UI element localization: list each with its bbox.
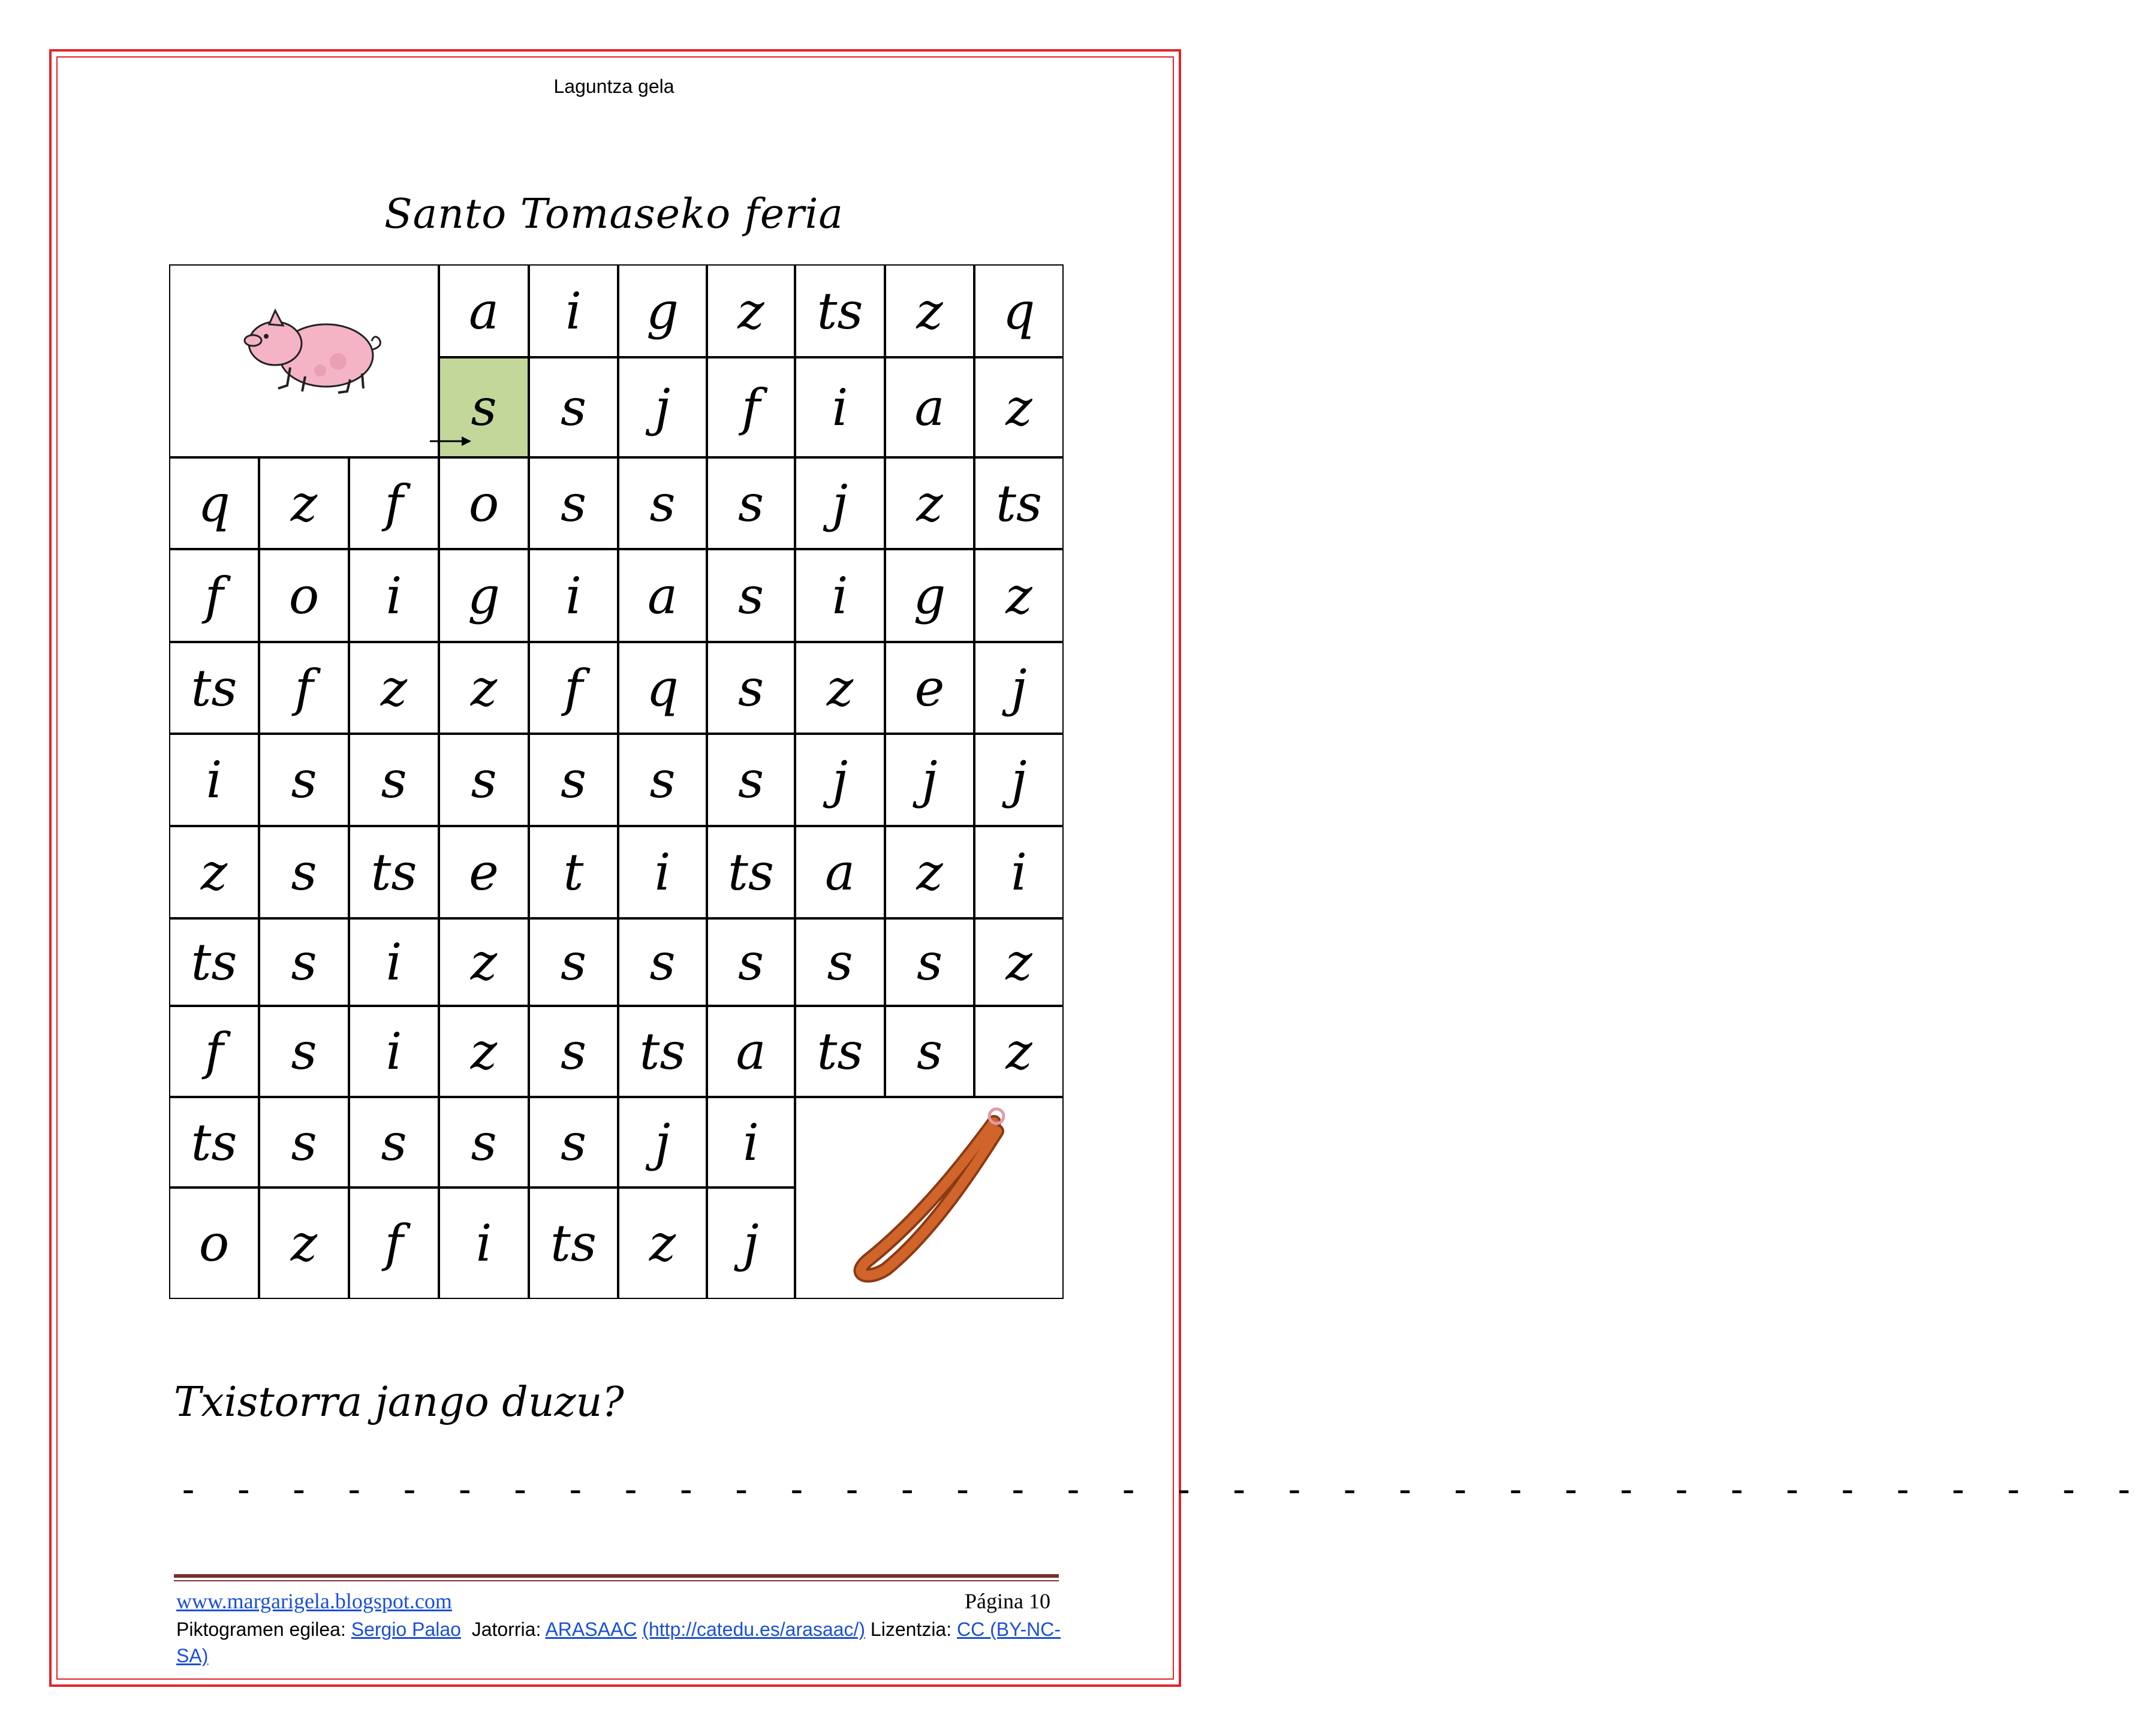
letter-cell: z bbox=[259, 457, 349, 549]
letter-cell: g bbox=[885, 549, 974, 642]
start-arrow-icon bbox=[427, 432, 475, 450]
letter-cell: i bbox=[349, 918, 439, 1006]
page-number: Página 10 bbox=[965, 1589, 1050, 1613]
letter-cell: j bbox=[974, 642, 1064, 734]
letter-cell: f bbox=[707, 357, 795, 457]
letter-cell: e bbox=[439, 826, 529, 918]
letter-cell: s bbox=[259, 918, 349, 1006]
letter-cell: s bbox=[529, 734, 618, 826]
page-title: Santo Tomaseko feria bbox=[384, 191, 844, 238]
letter-cell: ts bbox=[707, 826, 795, 918]
letter-cell: s bbox=[885, 918, 974, 1006]
letter-cell: z bbox=[885, 826, 974, 918]
letter-cell: i bbox=[529, 264, 618, 357]
letter-cell: f bbox=[349, 1188, 439, 1299]
letter-cell: s bbox=[529, 357, 618, 457]
letter-cell: z bbox=[974, 549, 1064, 642]
letter-cell: ts bbox=[974, 457, 1064, 549]
letter-maze-grid bbox=[169, 264, 1064, 1299]
letter-cell: q bbox=[169, 457, 259, 549]
letter-cell: e bbox=[885, 642, 974, 734]
author-link[interactable]: Sergio Palao bbox=[351, 1619, 461, 1640]
letter-cell: s bbox=[349, 734, 439, 826]
letter-cell: z bbox=[349, 642, 439, 734]
letter-cell: i bbox=[795, 357, 885, 457]
letter-cell: ts bbox=[529, 1188, 618, 1299]
letter-cell: g bbox=[618, 264, 707, 357]
letter-cell: o bbox=[259, 549, 349, 642]
letter-cell: i bbox=[349, 549, 439, 642]
letter-cell: q bbox=[618, 642, 707, 734]
letter-cell: s bbox=[439, 1097, 529, 1188]
letter-cell: j bbox=[795, 734, 885, 826]
letter-cell: s bbox=[259, 734, 349, 826]
letter-cell: s bbox=[707, 918, 795, 1006]
letter-cell: i bbox=[618, 826, 707, 918]
letter-cell: z bbox=[885, 457, 974, 549]
pig-icon bbox=[170, 266, 440, 459]
letter-cell: a bbox=[707, 1006, 795, 1097]
letter-cell: a bbox=[885, 357, 974, 457]
source-url-link[interactable]: (http://catedu.es/arasaac/) bbox=[642, 1619, 866, 1640]
letter-cell: z bbox=[974, 918, 1064, 1006]
letter-cell: s bbox=[707, 549, 795, 642]
letter-cell: i bbox=[974, 826, 1064, 918]
letter-cell: s bbox=[707, 457, 795, 549]
author-label: Piktogramen egilea: bbox=[176, 1619, 346, 1640]
letter-cell: z bbox=[439, 1006, 529, 1097]
credits-line bbox=[176, 1616, 1064, 1669]
letter-cell: z bbox=[795, 642, 885, 734]
letter-cell: f bbox=[169, 1006, 259, 1097]
letter-cell: i bbox=[169, 734, 259, 826]
letter-cell: i bbox=[439, 1188, 529, 1299]
letter-cell: j bbox=[707, 1188, 795, 1299]
letter-cell: z bbox=[439, 918, 529, 1006]
footer-rule-thick bbox=[174, 1574, 1059, 1578]
letter-cell: z bbox=[974, 357, 1064, 457]
letter-cell: ts bbox=[169, 642, 259, 734]
letter-cell: s bbox=[618, 457, 707, 549]
letter-cell: a bbox=[795, 826, 885, 918]
letter-cell: z bbox=[618, 1188, 707, 1299]
txistorra-icon bbox=[796, 1098, 1065, 1300]
page-header: Laguntza gela bbox=[553, 76, 674, 97]
letter-cell: s bbox=[439, 357, 529, 457]
letter-cell: s bbox=[618, 918, 707, 1006]
letter-cell: s bbox=[795, 918, 885, 1006]
source-label: Jatorria: bbox=[471, 1619, 541, 1640]
letter-cell: s bbox=[885, 1006, 974, 1097]
letter-cell: s bbox=[529, 1097, 618, 1188]
sausage-picture-cell bbox=[795, 1097, 1064, 1299]
letter-cell: q bbox=[974, 264, 1064, 357]
license-link[interactable]: CC (BY-NC-SA) bbox=[176, 1619, 1061, 1666]
letter-cell: ts bbox=[795, 1006, 885, 1097]
letter-cell: ts bbox=[618, 1006, 707, 1097]
letter-cell: ts bbox=[795, 264, 885, 357]
letter-cell: f bbox=[529, 642, 618, 734]
letter-cell: j bbox=[974, 734, 1064, 826]
letter-cell: s bbox=[529, 457, 618, 549]
letter-cell: f bbox=[169, 549, 259, 642]
site-link[interactable]: www.margarigela.blogspot.com bbox=[176, 1589, 452, 1613]
letter-cell: j bbox=[618, 1097, 707, 1188]
letter-cell: s bbox=[259, 1006, 349, 1097]
letter-cell: f bbox=[259, 642, 349, 734]
letter-cell: f bbox=[349, 457, 439, 549]
letter-cell: ts bbox=[169, 1097, 259, 1188]
license-label: Lizentzia: bbox=[870, 1619, 952, 1640]
letter-cell: j bbox=[795, 457, 885, 549]
letter-cell: ts bbox=[349, 826, 439, 918]
letter-cell: s bbox=[259, 1097, 349, 1188]
letter-cell: z bbox=[707, 264, 795, 357]
letter-cell: s bbox=[349, 1097, 439, 1188]
letter-cell: s bbox=[529, 918, 618, 1006]
letter-cell: a bbox=[439, 264, 529, 357]
letter-cell: o bbox=[439, 457, 529, 549]
letter-cell: z bbox=[439, 642, 529, 734]
letter-cell: g bbox=[439, 549, 529, 642]
letter-cell: z bbox=[259, 1188, 349, 1299]
pig-picture-cell bbox=[169, 264, 439, 457]
letter-cell: i bbox=[707, 1097, 795, 1188]
letter-cell: t bbox=[529, 826, 618, 918]
letter-cell: o bbox=[169, 1188, 259, 1299]
letter-cell: z bbox=[885, 264, 974, 357]
letter-cell: i bbox=[795, 549, 885, 642]
letter-cell: s bbox=[439, 734, 529, 826]
letter-cell: a bbox=[618, 549, 707, 642]
footer-rule-thin bbox=[174, 1580, 1059, 1581]
answer-line: - - - - - - - - - - - - - - - - - - - - - - - - - - - - - - - - - - - - bbox=[177, 1469, 2141, 1511]
letter-cell: s bbox=[259, 826, 349, 918]
letter-cell: s bbox=[707, 642, 795, 734]
letter-cell: z bbox=[169, 826, 259, 918]
letter-cell: s bbox=[529, 1006, 618, 1097]
question-text: Txistorra jango duzu? bbox=[174, 1379, 624, 1426]
letter-cell: z bbox=[974, 1006, 1064, 1097]
source-link[interactable]: ARASAAC bbox=[545, 1619, 637, 1640]
letter-cell: ts bbox=[169, 918, 259, 1006]
letter-cell: j bbox=[885, 734, 974, 826]
letter-cell: s bbox=[707, 734, 795, 826]
letter-cell: j bbox=[618, 357, 707, 457]
letter-cell: s bbox=[618, 734, 707, 826]
letter-cell: i bbox=[529, 549, 618, 642]
letter-cell: i bbox=[349, 1006, 439, 1097]
